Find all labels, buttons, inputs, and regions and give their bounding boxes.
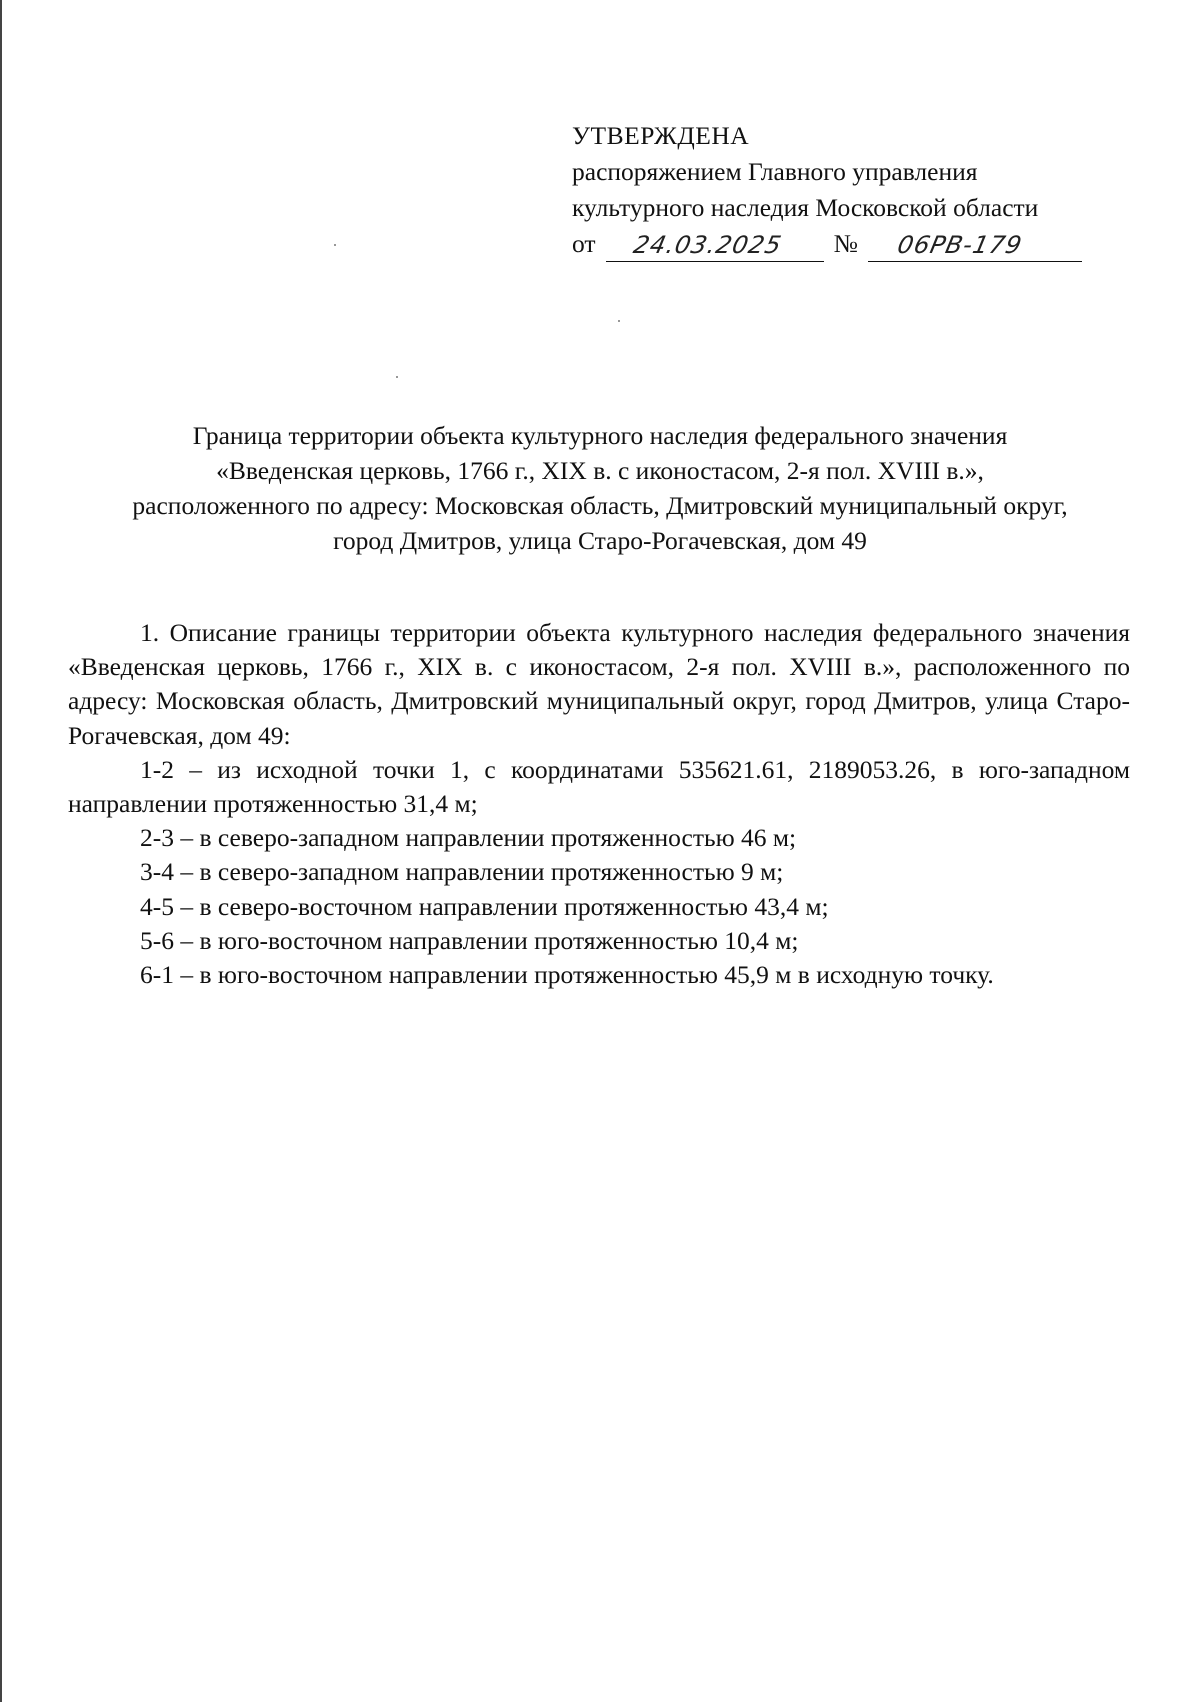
title-line: «Введенская церковь, 1766 г., XIX в. с иконостасом, 2-я пол. XVIII в.», bbox=[216, 456, 984, 485]
approval-line-2: культурного наследия Московской области bbox=[572, 193, 1039, 222]
title-line: расположенного по адресу: Московская область, Дмитровский муниципальный округ, bbox=[132, 491, 1068, 520]
date-prefix: от bbox=[572, 229, 596, 258]
approval-line-1: распоряжением Главного управления bbox=[572, 157, 978, 186]
approval-stamp-block bbox=[572, 118, 1132, 262]
scan-speck bbox=[396, 376, 398, 378]
boundary-segment: 2-3 – в северо-западном направлении протяженностью 46 м; bbox=[140, 823, 797, 853]
number-prefix: № bbox=[833, 229, 858, 258]
date-field bbox=[606, 231, 824, 262]
boundary-description bbox=[68, 616, 1130, 992]
boundary-segment: 4-5 – в северо-восточном направлении протяженностью 43,4 м; bbox=[140, 891, 829, 921]
title-line: город Дмитров, улица Старо-Рогачевская, дом 49 bbox=[333, 526, 867, 555]
scan-edge bbox=[0, 0, 2, 1702]
approval-date-number-line bbox=[572, 226, 1132, 262]
boundary-segment: 1-2 – из исходной точки 1, с координатами 535621.61, 2189053.26, в юго-западном направлении протяженностью 31,4 м; bbox=[68, 754, 1130, 819]
scan-speck bbox=[618, 320, 620, 322]
document-title bbox=[40, 418, 1160, 558]
handwritten-number: 06РВ-179 bbox=[894, 231, 1025, 259]
scan-speck bbox=[334, 244, 336, 246]
boundary-segment: 3-4 – в северо-западном направлении протяженностью 9 м; bbox=[140, 857, 784, 887]
handwritten-date: 24.03.2025 bbox=[630, 231, 784, 259]
intro-paragraph: 1. Описание границы территории объекта культурного наследия федерального значения «Введенская церковь, 1766 г., XIX в. с иконостасом, 2-я пол. XVIII в.», расположенного по адресу: Московская область, Дмитровский муниципальный округ, город Дмитров, улица Старо-Рогачевская, дом 49: bbox=[68, 618, 1130, 750]
boundary-segment: 5-6 – в юго-восточном направлении протяженностью 10,4 м; bbox=[140, 925, 799, 955]
boundary-segment: 6-1 – в юго-восточном направлении протяженностью 45,9 м в исходную точку. bbox=[140, 960, 994, 990]
number-field bbox=[868, 231, 1082, 262]
title-line: Граница территории объекта культурного наследия федерального значения bbox=[192, 421, 1008, 450]
approval-heading: УТВЕРЖДЕНА bbox=[572, 121, 750, 150]
